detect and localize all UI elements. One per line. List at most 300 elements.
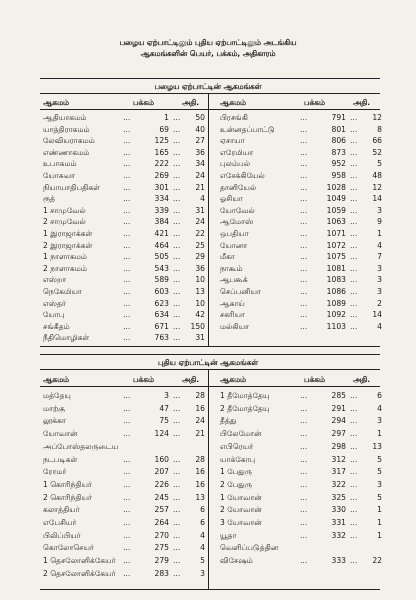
book-row (43, 136, 208, 148)
book-row (43, 442, 208, 454)
book-row (220, 556, 385, 568)
book-name: 2 இராஜாக்கள் (43, 240, 93, 250)
book-name: நெகேமியா (43, 287, 82, 296)
book-page: 1075 (326, 252, 346, 262)
book-page: 285 (331, 391, 346, 400)
leader-dots: ... (123, 240, 131, 250)
rule-nt-header-bottom (40, 386, 380, 387)
book-name: ஓசியா (220, 194, 243, 204)
leader-dots: ... (123, 229, 131, 238)
book-name: 1 சாமுவேல் (43, 205, 86, 215)
book-name: ரோமர் (43, 467, 67, 477)
book-row (220, 404, 385, 416)
leader-dots: ... (350, 287, 358, 296)
book-chapters: 52 (372, 147, 382, 157)
leader-dots: ... (300, 416, 308, 426)
book-chapters: 25 (195, 240, 205, 250)
leader-dots: ... (350, 240, 358, 250)
leader-dots: ... (300, 136, 308, 146)
book-row (220, 299, 385, 311)
rule-nt-top (40, 354, 380, 355)
book-name: வெளிப்படுத்தின (220, 543, 279, 553)
leader-dots: ... (123, 518, 131, 527)
book-row (43, 287, 208, 299)
book-chapters: 42 (195, 310, 205, 320)
leader-dots: ... (300, 205, 308, 215)
ot-left-header-page: பக்கம் (133, 98, 154, 107)
leader-dots: ... (300, 505, 308, 515)
book-page: 1 (164, 113, 169, 122)
book-page: 165 (154, 147, 169, 157)
nt-left-header-page: பக்கம் (133, 375, 154, 384)
book-chapters: 27 (195, 136, 205, 146)
leader-dots: ... (173, 194, 181, 204)
book-name: எரேமியா (220, 147, 254, 157)
leader-dots: ... (350, 252, 358, 262)
leader-dots: ... (173, 467, 181, 477)
book-page: 125 (154, 136, 169, 146)
leader-dots: ... (123, 568, 131, 578)
book-chapters: 50 (195, 113, 205, 122)
book-chapters: 1 (377, 505, 382, 515)
nt-left-header-book: ஆகமம் (43, 375, 69, 384)
nt-right-header-page: பக்கம் (304, 375, 325, 384)
leader-dots: ... (123, 543, 131, 553)
book-page: 634 (154, 310, 169, 320)
book-row (220, 113, 385, 125)
book-name: ஆதியாகமம் (43, 113, 87, 122)
leader-dots: ... (300, 429, 308, 439)
nt-right-header-book: ஆகமம் (220, 375, 246, 384)
book-row (43, 310, 208, 322)
book-name: பிலிப்பியர் (43, 530, 81, 540)
leader-dots: ... (173, 391, 181, 400)
ot-right-header-chapters: அதி. (353, 98, 371, 107)
book-name: யூதா (220, 530, 237, 540)
leader-dots: ... (123, 454, 131, 464)
leader-dots: ... (123, 298, 131, 308)
book-name: யோசுவா (43, 171, 76, 180)
book-chapters: 8 (377, 124, 382, 134)
book-name: ஏசாயா (220, 136, 245, 146)
book-chapters: 3 (377, 287, 382, 296)
rule-ot-bottom (40, 346, 380, 347)
book-chapters: 24 (195, 171, 205, 180)
book-chapters: 1 (377, 429, 382, 439)
book-row (220, 275, 385, 287)
book-row (43, 264, 208, 276)
book-row (220, 518, 385, 530)
book-name: யோவேல் (220, 205, 255, 215)
leader-dots: ... (123, 252, 131, 262)
book-page: 603 (154, 287, 169, 296)
leader-dots: ... (173, 518, 181, 527)
leader-dots: ... (350, 429, 358, 439)
leader-dots: ... (173, 263, 181, 273)
book-chapters: 9 (377, 217, 382, 227)
book-page: 317 (331, 467, 346, 477)
book-page: 207 (154, 467, 169, 477)
book-row (43, 252, 208, 264)
book-row (43, 333, 208, 345)
book-row (43, 556, 208, 568)
book-chapters: 16 (195, 467, 205, 477)
book-page: 312 (331, 454, 346, 464)
leader-dots: ... (300, 530, 308, 540)
leader-dots: ... (350, 263, 358, 273)
book-row (220, 442, 385, 454)
book-name: யோனா (220, 240, 248, 250)
book-name: நியாயாதிபதிகள் (43, 182, 101, 192)
book-name: 2 தீமோத்தேயு (220, 403, 270, 413)
book-name: யாத்திராகமம் (43, 124, 90, 134)
book-chapters: 4 (200, 530, 205, 540)
leader-dots: ... (173, 556, 181, 566)
book-page: 69 (159, 124, 169, 134)
book-row (43, 229, 208, 241)
book-name: ஆமோஸ் (220, 217, 254, 227)
book-row (220, 543, 385, 555)
book-page: 222 (154, 159, 169, 169)
leader-dots: ... (300, 467, 308, 477)
leader-dots: ... (300, 194, 308, 204)
book-name: எஸ்றா (43, 275, 67, 285)
leader-dots: ... (350, 467, 358, 477)
book-chapters: 28 (195, 391, 205, 400)
leader-dots: ... (173, 321, 181, 331)
book-name: மாற்கு (43, 403, 65, 413)
book-name: மல்கியா (220, 321, 250, 331)
leader-dots: ... (123, 403, 131, 413)
nt-right-header-chapters: அதி. (353, 375, 371, 384)
leader-dots: ... (123, 205, 131, 215)
book-page: 1028 (326, 182, 346, 192)
book-name: யாக்கோபு (220, 454, 256, 464)
leader-dots: ... (173, 492, 181, 502)
leader-dots: ... (173, 298, 181, 308)
leader-dots: ... (123, 217, 131, 227)
book-page: 623 (154, 298, 169, 308)
book-row (220, 229, 385, 241)
book-name: 1 நாளாகமம் (43, 252, 87, 262)
book-row (43, 206, 208, 218)
book-row (220, 148, 385, 160)
leader-dots: ... (350, 403, 358, 413)
book-page: 671 (154, 321, 169, 331)
ot-right-header-page: பக்கம் (304, 98, 325, 107)
book-chapters: 10 (195, 298, 205, 308)
book-row (220, 310, 385, 322)
book-row (220, 467, 385, 479)
book-chapters: 14 (372, 310, 382, 320)
book-name: செப்பனியா (220, 287, 261, 296)
leader-dots: ... (350, 159, 358, 169)
leader-dots: ... (173, 252, 181, 262)
book-name: 2 நாளாகமம் (43, 263, 87, 273)
leader-dots: ... (350, 530, 358, 540)
book-name: 1 யோவான் (220, 492, 262, 502)
book-name: தானியேல் (220, 182, 257, 192)
book-name: சங்கீதம் (43, 321, 70, 331)
book-chapters: 4 (377, 403, 382, 413)
leader-dots: ... (123, 492, 131, 502)
book-chapters: 4 (200, 543, 205, 553)
leader-dots: ... (123, 333, 131, 343)
book-chapters: 36 (195, 147, 205, 157)
book-row (220, 125, 385, 137)
ot-right-header-book: ஆகமம் (220, 98, 246, 107)
leader-dots: ... (300, 217, 308, 227)
book-chapters: 5 (377, 492, 382, 502)
leader-dots: ... (350, 505, 358, 515)
leader-dots: ... (300, 229, 308, 238)
leader-dots: ... (173, 543, 181, 553)
book-page: 294 (331, 416, 346, 426)
book-row (220, 136, 385, 148)
book-row (43, 241, 208, 253)
leader-dots: ... (173, 124, 181, 134)
book-chapters: 5 (377, 467, 382, 477)
book-chapters: 13 (372, 441, 382, 451)
book-chapters: 3 (377, 275, 382, 285)
leader-dots: ... (350, 454, 358, 464)
book-name: லூக்கா (43, 416, 66, 426)
ot-column-divider (208, 93, 209, 346)
book-row (43, 217, 208, 229)
book-chapters: 3 (200, 568, 205, 578)
book-page: 270 (154, 530, 169, 540)
leader-dots: ... (173, 479, 181, 489)
book-chapters: 24 (195, 217, 205, 227)
book-chapters: 16 (195, 403, 205, 413)
book-page: 873 (331, 147, 346, 157)
book-chapters: 3 (377, 205, 382, 215)
book-chapters: 21 (195, 182, 205, 192)
book-row (43, 569, 208, 581)
book-page: 505 (154, 252, 169, 262)
leader-dots: ... (123, 263, 131, 273)
leader-dots: ... (173, 240, 181, 250)
book-page: 1083 (326, 275, 346, 285)
leader-dots: ... (350, 391, 358, 400)
book-name: ஆகாய் (220, 298, 245, 308)
book-row (220, 159, 385, 171)
book-chapters: 150 (190, 321, 205, 331)
book-name: சகரியா (220, 310, 246, 320)
book-row (220, 480, 385, 492)
leader-dots: ... (350, 321, 358, 331)
leader-dots: ... (300, 518, 308, 527)
book-row (43, 275, 208, 287)
book-row (220, 391, 385, 403)
book-row (220, 171, 385, 183)
book-name: எபிரெயர் (220, 441, 254, 451)
rule-nt-title-bottom (40, 369, 380, 370)
book-row (43, 455, 208, 467)
leader-dots: ... (123, 194, 131, 204)
rule-ot-title-bottom (40, 93, 380, 94)
leader-dots: ... (123, 275, 131, 285)
book-page: 275 (154, 543, 169, 553)
rule-ot-top (40, 78, 380, 79)
leader-dots: ... (123, 416, 131, 426)
book-row (43, 183, 208, 195)
leader-dots: ... (300, 287, 308, 296)
book-chapters: 1 (377, 530, 382, 540)
book-row (43, 171, 208, 183)
book-name: கலாத்தியர் (43, 505, 80, 515)
book-name: யோவான் (43, 429, 78, 439)
leader-dots: ... (173, 416, 181, 426)
leader-dots: ... (350, 441, 358, 451)
leader-dots: ... (173, 333, 181, 343)
book-page: 958 (331, 171, 346, 180)
book-chapters: 6 (200, 505, 205, 515)
leader-dots: ... (350, 479, 358, 489)
book-chapters: 22 (372, 556, 382, 566)
book-name: நீதிமொழிகள் (43, 333, 90, 343)
leader-dots: ... (123, 113, 131, 122)
book-page: 339 (154, 205, 169, 215)
leader-dots: ... (173, 275, 181, 285)
book-chapters: 40 (195, 124, 205, 134)
book-row (220, 183, 385, 195)
book-chapters: 3 (377, 479, 382, 489)
book-chapters: 13 (195, 287, 205, 296)
book-page: 269 (154, 171, 169, 180)
book-page: 464 (154, 240, 169, 250)
book-name: எண்ணாகமம் (43, 147, 90, 157)
book-name: பிரசங்கி (220, 113, 248, 122)
book-row (43, 322, 208, 334)
book-row (43, 299, 208, 311)
leader-dots: ... (350, 298, 358, 308)
book-row (43, 543, 208, 555)
book-chapters: 12 (372, 182, 382, 192)
book-page: 291 (331, 403, 346, 413)
book-page: 279 (154, 556, 169, 566)
book-page: 1072 (326, 240, 346, 250)
book-page: 333 (331, 556, 346, 566)
book-row (43, 391, 208, 403)
book-row (220, 264, 385, 276)
leader-dots: ... (350, 171, 358, 180)
book-name: 2 பேதுரு (220, 479, 252, 489)
leader-dots: ... (300, 492, 308, 502)
ot-section-title: பழைய ஏற்பாட்டின் ஆகமங்கள் (154, 82, 262, 91)
book-page: 791 (331, 113, 346, 122)
leader-dots: ... (173, 229, 181, 238)
leader-dots: ... (173, 429, 181, 439)
book-row (220, 505, 385, 517)
book-name: லேவியராகமம் (43, 136, 95, 146)
leader-dots: ... (123, 429, 131, 439)
book-chapters: 4 (200, 194, 205, 204)
book-name: 2 சாமுவேல் (43, 217, 86, 227)
book-chapters: 12 (372, 113, 382, 122)
book-chapters: 21 (195, 429, 205, 439)
book-row (220, 206, 385, 218)
book-page: 801 (331, 124, 346, 134)
book-page: 298 (331, 441, 346, 451)
book-chapters: 36 (195, 263, 205, 273)
book-chapters: 16 (195, 479, 205, 489)
book-page: 543 (154, 263, 169, 273)
leader-dots: ... (173, 530, 181, 540)
book-page: 589 (154, 275, 169, 285)
leader-dots: ... (123, 136, 131, 146)
leader-dots: ... (300, 403, 308, 413)
book-page: 330 (331, 505, 346, 515)
book-page: 226 (154, 479, 169, 489)
book-chapters: 4 (377, 321, 382, 331)
leader-dots: ... (173, 171, 181, 180)
book-page: 332 (331, 530, 346, 540)
book-page: 1071 (326, 229, 346, 238)
book-row (43, 505, 208, 517)
book-name: ரூத் (43, 194, 56, 204)
book-chapters: 24 (195, 416, 205, 426)
book-name: பிலேமோன் (220, 429, 262, 439)
leader-dots: ... (173, 454, 181, 464)
book-page: 325 (331, 492, 346, 502)
ot-left-header-book: ஆகமம் (43, 98, 69, 107)
book-chapters: 48 (372, 171, 382, 180)
leader-dots: ... (350, 416, 358, 426)
leader-dots: ... (173, 403, 181, 413)
nt-column-divider (208, 369, 209, 589)
book-name: எஸ்தர் (43, 298, 66, 308)
leader-dots: ... (350, 217, 358, 227)
book-chapters: 3 (377, 263, 382, 273)
leader-dots: ... (300, 252, 308, 262)
leader-dots: ... (300, 275, 308, 285)
book-page: 264 (154, 518, 169, 527)
leader-dots: ... (350, 147, 358, 157)
book-row (43, 404, 208, 416)
book-row (43, 148, 208, 160)
leader-dots: ... (173, 136, 181, 146)
leader-dots: ... (123, 171, 131, 180)
book-page: 1092 (326, 310, 346, 320)
book-chapters: 28 (195, 454, 205, 464)
nt-left-header-chapters: அதி. (182, 375, 200, 384)
book-name: நடபடிகள் (43, 454, 78, 464)
book-chapters: 29 (195, 252, 205, 262)
book-page: 301 (154, 182, 169, 192)
book-row (220, 217, 385, 229)
book-chapters: 3 (377, 416, 382, 426)
book-name: 3 யோவான் (220, 518, 262, 527)
book-chapters: 34 (195, 159, 205, 169)
leader-dots: ... (123, 321, 131, 331)
rule-ot-header-bottom (40, 109, 380, 110)
leader-dots: ... (123, 159, 131, 169)
book-name: உபாகமம் (43, 159, 77, 169)
leader-dots: ... (123, 467, 131, 477)
leader-dots: ... (350, 113, 358, 122)
book-row (220, 416, 385, 428)
book-name: கொலோசெயர் (43, 543, 94, 553)
leader-dots: ... (123, 505, 131, 515)
book-page: 322 (331, 479, 346, 489)
book-row (220, 287, 385, 299)
leader-dots: ... (350, 275, 358, 285)
book-chapters: 31 (195, 333, 205, 343)
book-page: 297 (331, 429, 346, 439)
book-chapters: 31 (195, 205, 205, 215)
book-row (220, 194, 385, 206)
